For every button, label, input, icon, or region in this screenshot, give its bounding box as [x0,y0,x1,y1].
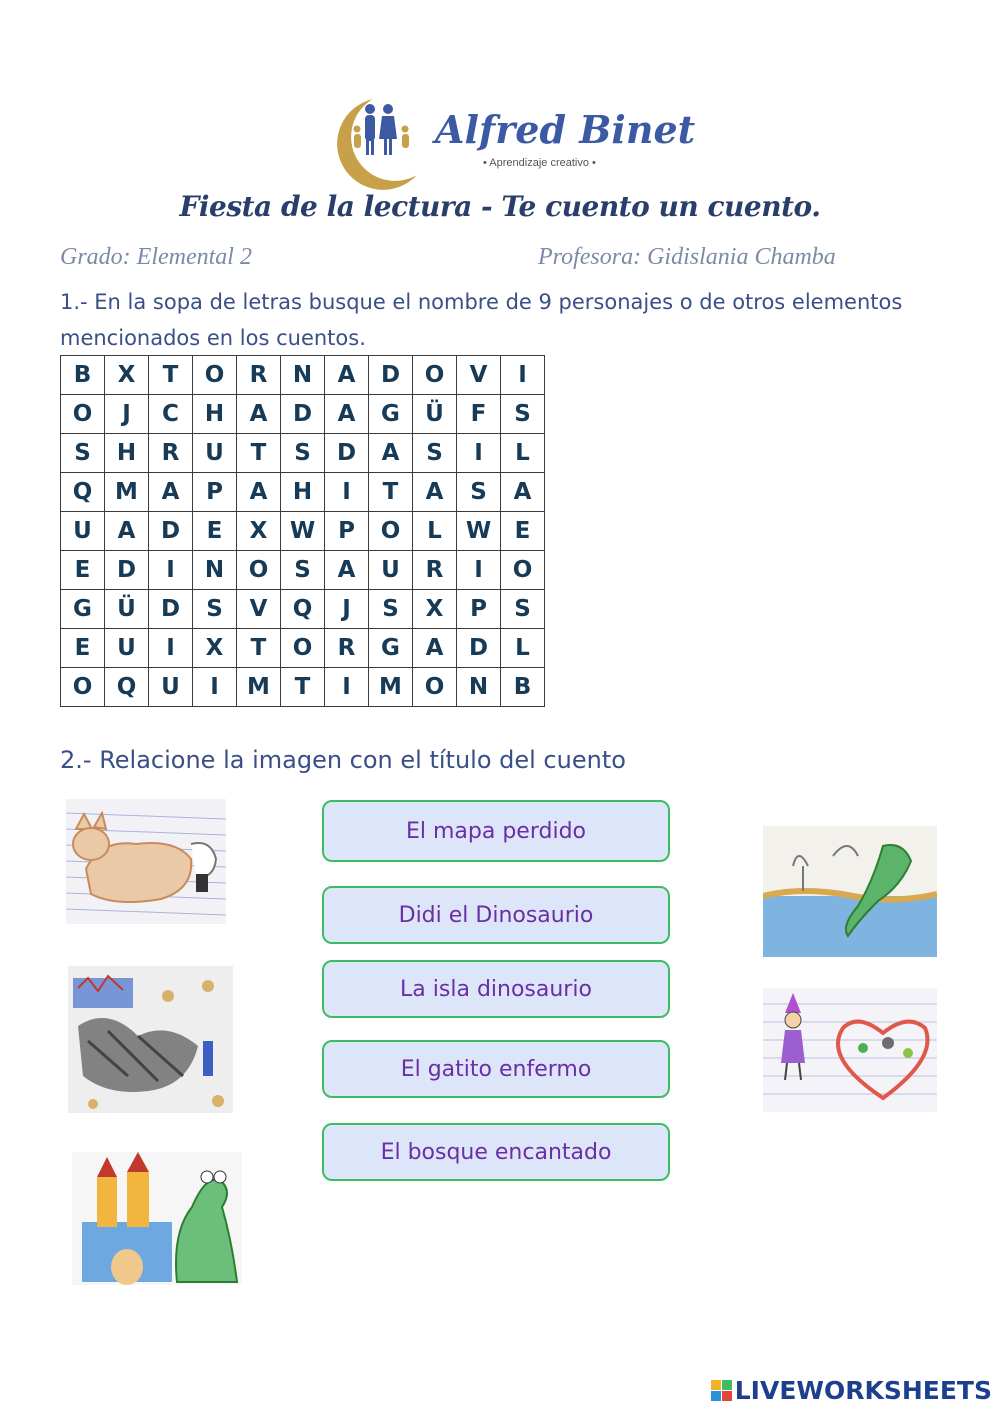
grid-cell[interactable]: U [61,512,105,551]
grid-cell[interactable]: S [501,395,545,434]
grid-cell[interactable]: D [457,629,501,668]
grid-cell[interactable]: S [413,434,457,473]
grid-cell[interactable]: D [149,512,193,551]
grid-cell[interactable]: O [193,356,237,395]
drawing-map[interactable] [68,966,233,1113]
brand-text: LIVEWORKSHEETS [734,1375,992,1405]
cat-drawing-image [66,799,226,924]
grid-cell[interactable]: A [413,473,457,512]
grid-cell[interactable]: G [61,590,105,629]
grid-cell[interactable]: O [61,395,105,434]
grid-cell[interactable]: W [281,512,325,551]
grid-cell[interactable]: D [281,395,325,434]
grid-cell[interactable]: E [193,512,237,551]
grid-cell[interactable]: L [501,434,545,473]
grid-cell[interactable]: M [105,473,149,512]
drawing-island[interactable] [763,826,937,957]
grid-cell[interactable]: O [281,629,325,668]
grid-cell[interactable]: I [457,551,501,590]
grid-cell[interactable]: A [237,473,281,512]
grid-cell[interactable]: D [149,590,193,629]
logo-name: Alfred Binet [435,107,696,152]
question-2: 2.- Relacione la imagen con el título del cuento [60,746,626,774]
grid-cell[interactable]: G [369,629,413,668]
grid-cell[interactable]: N [193,551,237,590]
grid-cell[interactable]: R [413,551,457,590]
grid-cell[interactable]: T [369,473,413,512]
grid-cell[interactable]: Q [281,590,325,629]
story-title-box[interactable]: La isla dinosaurio [322,960,670,1018]
grid-cell[interactable]: L [413,512,457,551]
grid-row [61,395,545,434]
grid-cell[interactable]: O [61,668,105,707]
grid-cell[interactable]: R [237,356,281,395]
grid-cell[interactable]: H [281,473,325,512]
grid-cell[interactable]: P [325,512,369,551]
school-logo [325,95,696,190]
grid-cell[interactable]: A [149,473,193,512]
grid-cell[interactable]: N [281,356,325,395]
logo-tagline: • Aprendizaje creativo • [483,157,596,169]
grid-cell[interactable]: L [501,629,545,668]
word-search-grid [60,355,545,707]
grid-cell[interactable]: R [149,434,193,473]
grid-cell[interactable]: U [369,551,413,590]
grid-cell[interactable]: A [325,395,369,434]
grid-cell[interactable]: A [237,395,281,434]
grade-label: Grado: Elemental 2 [60,244,252,270]
grid-cell[interactable]: Q [105,668,149,707]
grid-cell[interactable]: A [105,512,149,551]
grid-cell[interactable]: U [193,434,237,473]
grid-cell[interactable]: O [501,551,545,590]
footer-brand [711,1375,992,1405]
grid-cell[interactable]: S [457,473,501,512]
grid-cell[interactable]: O [413,668,457,707]
grid-cell[interactable]: I [457,434,501,473]
grid-cell[interactable]: V [237,590,281,629]
grid-cell[interactable]: O [369,512,413,551]
grid-row [61,590,545,629]
grid-cell[interactable]: E [61,551,105,590]
page-title: Fiesta de la lectura - Te cuento un cuento. [179,190,821,223]
grid-cell[interactable]: P [457,590,501,629]
grid-cell[interactable]: S [369,590,413,629]
grid-cell[interactable]: S [281,551,325,590]
grid-cell[interactable]: I [149,551,193,590]
grid-cell[interactable]: T [237,629,281,668]
grid-cell[interactable]: U [105,629,149,668]
grid-cell[interactable]: T [281,668,325,707]
grid-cell[interactable]: E [61,629,105,668]
grid-cell[interactable]: T [237,434,281,473]
grid-cell[interactable]: M [237,668,281,707]
grid-cell[interactable]: H [193,395,237,434]
drawing-castle[interactable] [72,1152,242,1285]
grid-cell[interactable]: E [501,512,545,551]
grid-cell[interactable]: T [149,356,193,395]
grid-cell[interactable]: D [325,434,369,473]
grid-cell[interactable]: O [237,551,281,590]
castle-drawing-image [72,1152,242,1285]
grid-cell[interactable]: D [369,356,413,395]
grid-cell[interactable]: Q [61,473,105,512]
grid-cell[interactable]: X [237,512,281,551]
grid-cell[interactable]: I [325,473,369,512]
liveworksheets-logo-icon [711,1380,732,1401]
grid-cell[interactable]: Ü [105,590,149,629]
grid-cell[interactable]: B [501,668,545,707]
grid-cell[interactable]: W [457,512,501,551]
grid-cell[interactable]: J [325,590,369,629]
grid-cell[interactable]: V [457,356,501,395]
drawing-cat[interactable] [66,799,226,924]
grid-cell[interactable]: X [105,356,149,395]
grid-cell[interactable]: S [61,434,105,473]
grid-cell[interactable]: S [193,590,237,629]
question-1: 1.- En la sopa de letras busque el nombre de 9 personajes o de otros elementos mencionados en los cuentos. [60,290,903,350]
grid-cell[interactable]: C [149,395,193,434]
grid-cell[interactable]: J [105,395,149,434]
grid-cell[interactable]: Ü [413,395,457,434]
grid-cell[interactable]: F [457,395,501,434]
teacher-label: Profesora: Gidislania Chamba [538,244,836,270]
grid-cell[interactable]: I [193,668,237,707]
drawing-forest[interactable] [763,988,937,1112]
forest-drawing-image [763,988,937,1112]
grid-row [61,356,545,395]
grid-row [61,473,545,512]
grid-cell[interactable]: D [105,551,149,590]
grid-cell[interactable]: I [501,356,545,395]
grid-cell[interactable]: H [105,434,149,473]
story-title-box[interactable]: El mapa perdido [322,800,670,862]
grid-row [61,551,545,590]
grid-cell[interactable]: I [325,668,369,707]
grid-cell[interactable]: S [501,590,545,629]
grid-cell[interactable]: A [325,356,369,395]
grid-cell[interactable]: A [325,551,369,590]
grid-cell[interactable]: M [369,668,413,707]
grid-cell[interactable]: A [369,434,413,473]
map-drawing-image [68,966,233,1113]
story-title-box[interactable]: Didi el Dinosaurio [322,886,670,944]
grid-cell[interactable]: X [413,590,457,629]
grid-row [61,434,545,473]
grid-row [61,629,545,668]
grid-row [61,668,545,707]
grid-cell[interactable]: B [61,356,105,395]
story-title-box[interactable]: El gatito enfermo [322,1040,670,1098]
grid-cell[interactable]: A [413,629,457,668]
story-title-box[interactable]: El bosque encantado [322,1123,670,1181]
grid-cell[interactable]: X [193,629,237,668]
grid-cell[interactable]: N [457,668,501,707]
grid-cell[interactable]: A [501,473,545,512]
grid-cell[interactable]: I [149,629,193,668]
island-drawing-image [763,826,937,957]
grid-cell[interactable]: R [325,629,369,668]
grid-cell[interactable]: P [193,473,237,512]
grid-cell[interactable]: U [149,668,193,707]
grid-row [61,512,545,551]
grid-cell[interactable]: G [369,395,413,434]
grid-cell[interactable]: O [413,356,457,395]
grid-cell[interactable]: S [281,434,325,473]
